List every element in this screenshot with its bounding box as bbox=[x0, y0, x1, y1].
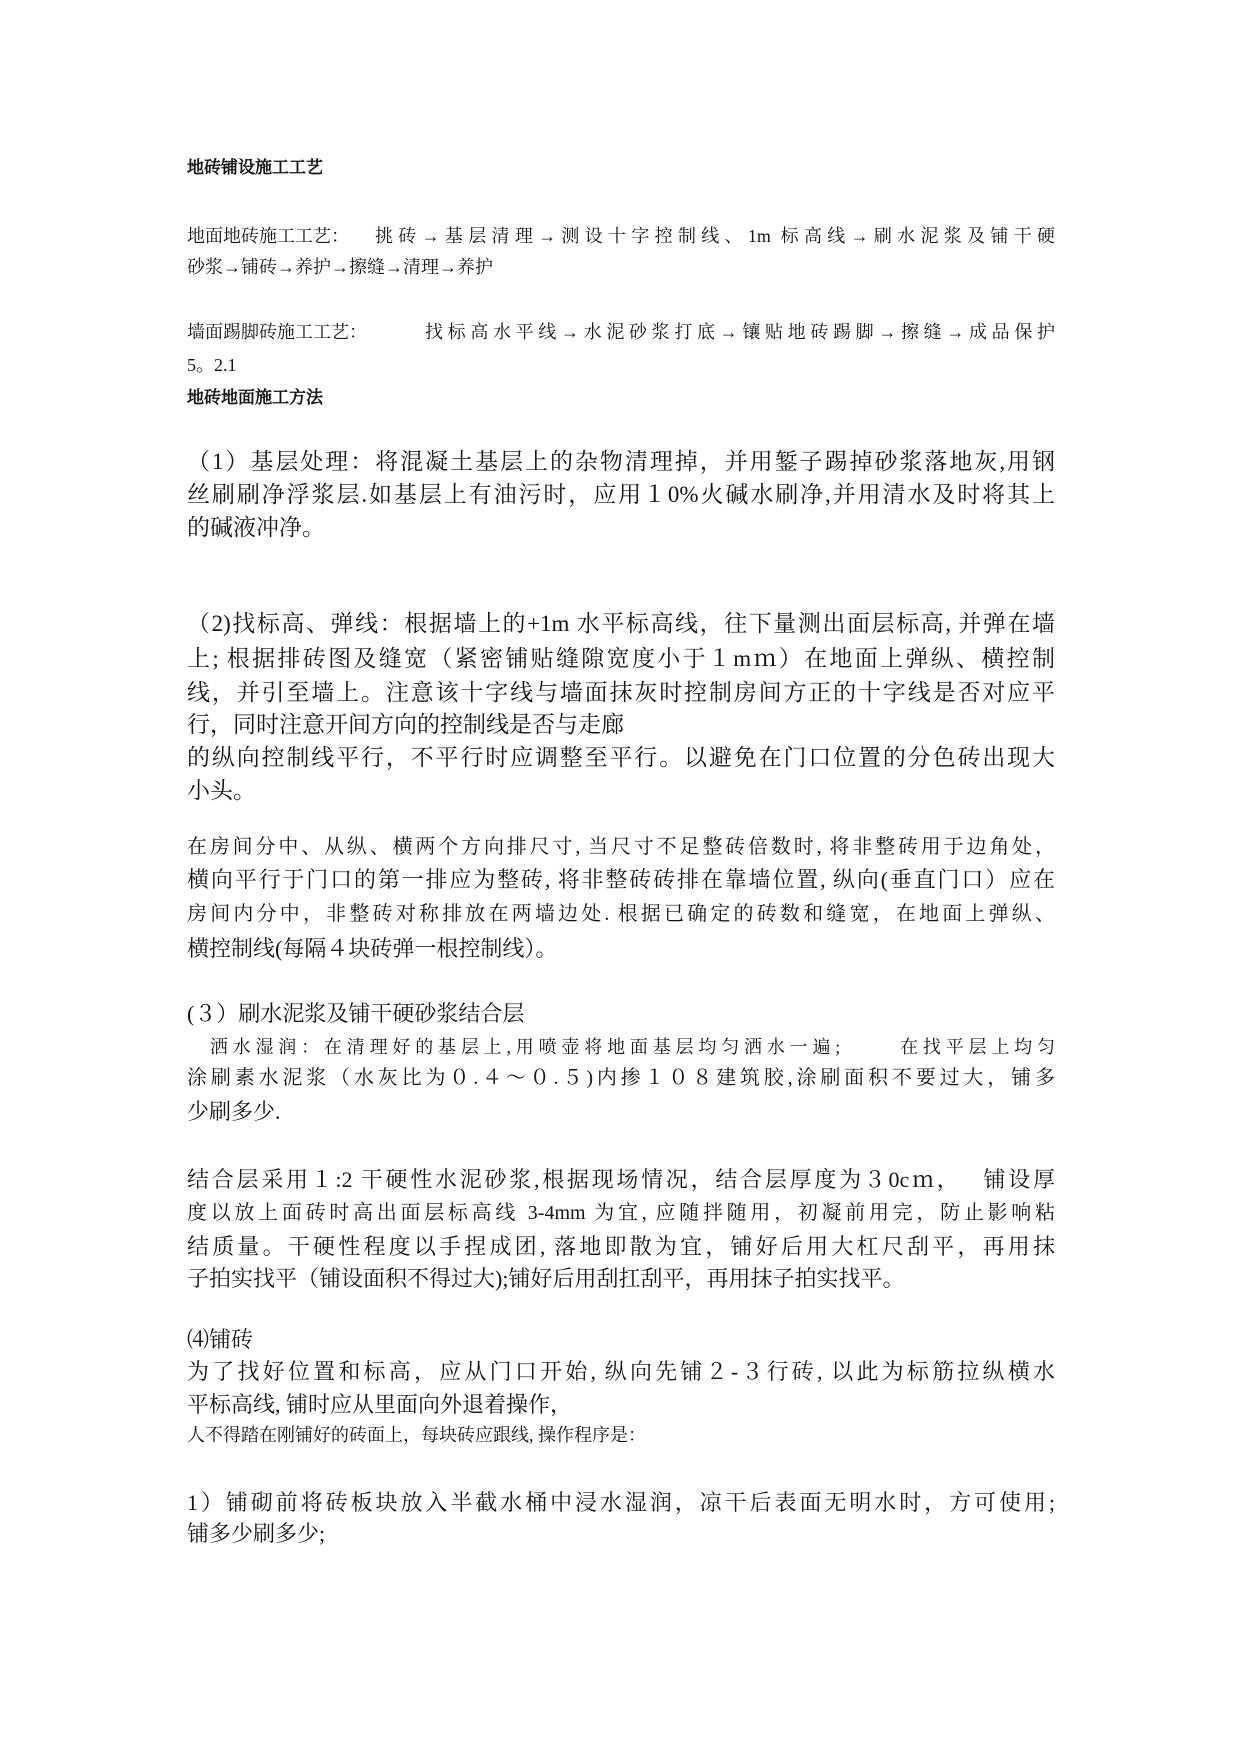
paragraph-line: 为了找好位置和标高，应从门口开始, 纵向先铺２-３行砖, 以此为标筋拉纵横水 bbox=[187, 1359, 1055, 1384]
paragraph-line: 的碱液冲净。 bbox=[187, 515, 325, 540]
paragraph-line: （1）基层处理：将混凝土基层上的杂物清理掉，并用錾子踢掉砂浆落地灰,用钢 bbox=[187, 449, 1055, 474]
paragraph-line: 平标高线, 铺时应从里面向外退着操作， bbox=[187, 1392, 573, 1417]
paragraph-line: 横向平行于门口的第一排应为整砖, 将非整砖砖排在靠墙位置, 纵向(垂直门口）应在 bbox=[187, 867, 1055, 892]
paragraph-line: 子拍实找平（铺设面积不得过大);铺好后用刮扛刮平，再用抹子拍实找平。 bbox=[187, 1266, 905, 1291]
paragraph-line: 小头。 bbox=[187, 778, 256, 803]
paragraph-heading: ⑷铺砖 bbox=[187, 1327, 254, 1352]
paragraph-line: 结合层采用１:2 干硬性水泥砂浆,根据现场情况，结合层厚度为３0cｍ， 铺设厚 bbox=[187, 1167, 1055, 1192]
paragraph-line: 结质量。干硬性程度以手捏成团, 落地即散为宜，铺好后用大杠尺刮平，再用抹 bbox=[187, 1234, 1055, 1259]
paragraph-line: 房间内分中，非整砖对称排放在两墙边处. 根据已确定的砖数和缝宽，在地面上弹纵、 bbox=[187, 903, 1055, 925]
paragraph-line: 行，同时注意开间方向的控制线是否与走廊 bbox=[187, 712, 624, 737]
floor-process-steps-continued: 砂浆→铺砖→养护→擦缝→清理→养护 bbox=[187, 257, 493, 277]
paragraph-line: 横控制线(每隔４块砖弹一根控制线）。 bbox=[187, 936, 558, 961]
paragraph-line: 度以放上面砖时高出面层标高线 3-4mm 为宜, 应随拌随用，初凝前用完，防止影响粘 bbox=[187, 1202, 1055, 1224]
paragraph-line: 1）铺砌前将砖板块放入半截水桶中浸水湿润，凉干后表面无明水时，方可使用; bbox=[187, 1490, 1055, 1515]
paragraph-line: 的纵向控制线平行，不平行时应调整至平行。以避免在门口位置的分色砖出现大 bbox=[187, 745, 1055, 770]
wall-process-label: 墙面踢脚砖施工工艺： bbox=[187, 322, 367, 342]
paragraph-line: 在房间分中、从纵、横两个方向排尺寸, 当尺寸不足整砖倍数时, 将非整砖用于边角处， bbox=[187, 836, 1055, 858]
floor-process-label: 地面地砖施工工艺： bbox=[187, 226, 349, 246]
paragraph-line: 洒水湿润：在清理好的基层上,用喷壶将地面基层均匀洒水一遍; 在找平层上均匀 bbox=[187, 1037, 1055, 1057]
paragraph-line: 涂刷素水泥浆（水灰比为０.４～０.５)内掺１０８建筑胶,涂刷面积不要过大，铺多 bbox=[187, 1067, 1055, 1089]
section-title: 地砖地面施工方法 bbox=[187, 388, 323, 408]
paragraph-line: 线，并引至墙上。注意该十字线与墙面抹灰时控制房间方正的十字线是否对应平 bbox=[187, 680, 1055, 705]
section-number: 5。2.1 bbox=[187, 355, 237, 375]
paragraph-heading: (３）刷水泥浆及铺干硬砂浆结合层 bbox=[187, 1001, 525, 1026]
paragraph-line: 人不得踏在刚铺好的砖面上，每块砖应跟线, 操作程序是： bbox=[187, 1425, 646, 1445]
paragraph-line: 丝刷刷净浮浆层.如基层上有油污时，应用１0%火碱水刷净,并用清水及时将其上 bbox=[187, 482, 1055, 507]
paragraph-line: 铺多少刷多少; bbox=[187, 1521, 326, 1546]
paragraph-line: （2)找标高、弹线：根据墙上的+1m 水平标高线，往下量测出面层标高, 并弹在墙 bbox=[187, 611, 1055, 636]
paragraph-line: 少刷多少. bbox=[187, 1099, 281, 1124]
document-title: 地砖铺设施工工艺 bbox=[187, 158, 323, 178]
floor-process-steps: 挑砖→基层清理→测设十字控制线、1m 标高线→刷水泥浆及铺干硬 bbox=[375, 226, 1055, 246]
wall-process-steps: 找标高水平线→水泥砂浆打底→镶贴地砖踢脚→擦缝→成品保护 bbox=[425, 322, 1055, 342]
paragraph-line: 上; 根据排砖图及缝宽（紧密铺贴缝隙宽度小于１mｍ）在地面上弹纵、横控制 bbox=[187, 646, 1055, 671]
